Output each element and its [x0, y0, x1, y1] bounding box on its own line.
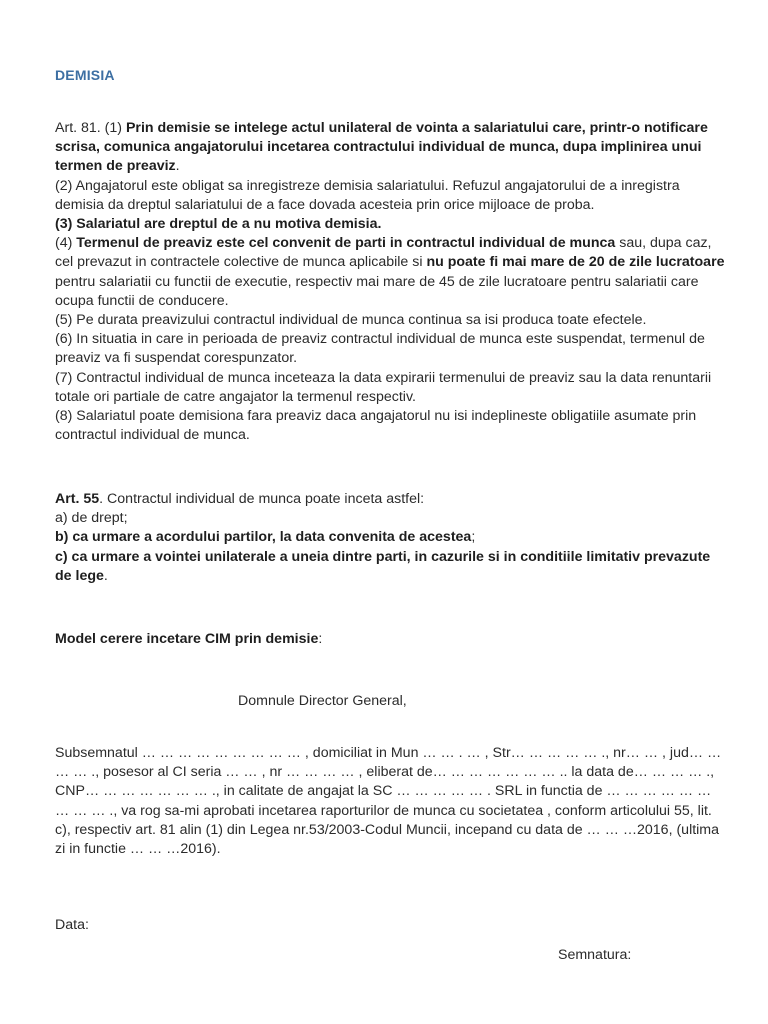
paragraph — [55, 215, 728, 234]
paragraph — [55, 330, 728, 368]
text-run: . — [103, 567, 108, 584]
paragraph — [55, 407, 728, 445]
text-run: (4) — [55, 235, 77, 252]
paragraph — [55, 630, 728, 649]
paragraph — [55, 369, 728, 407]
paragraph — [55, 234, 728, 311]
salutation: Domnule Director General, — [238, 693, 407, 709]
bold-text: c) ca urmare a vointei unilaterale a uneia dintre parti, in cazurile si in conditiile limitativ prevazute de lege — [55, 548, 711, 584]
text-run: . — [175, 158, 180, 175]
paragraph — [55, 490, 728, 509]
text-run: sau, dupa caz, cel prevazut in contractele colective de munca aplicabile si — [55, 235, 712, 271]
text-run: ; — [471, 529, 476, 546]
bold-text: nu poate fi mai mare de 20 de zile lucratoare — [426, 254, 725, 271]
text-run: pentru salariatii cu functii de executie, respectiv mai mare de 45 de zile lucratoare pentru salariatii care ocupa functii de conducere. — [55, 273, 699, 309]
bold-text: Art. 55 — [55, 491, 100, 507]
request-body: Subsemnatul … … … … … … … … … , domiciliat in Mun … … . … , Str… … … … … ., nr… … , jud… … … … ., posesor al CI seria … … , nr … … … … , eliberat de… … … … … … … .. la data de… … … … ., CNP… … … … … … … ., in calitate de angajat la SC … … … … … . SRL in functia de … … … … … … … … … ., va rog sa-mi aprobati incetarea raporturilor de munca cu societatea , conform articolului 55, lit. c), respectiv art. 81 alin (1) din Legea nr.53/2003-Codul Muncii, incepand cu data de … … …2016, (ultima zi in functie … … …2016). — [55, 745, 722, 858]
paragraph — [55, 119, 728, 177]
text-run: (2) Angajatorul este obligat sa inregistreze demisia salariatului. Refuzul angajatorului de a inregistra demisia da dreptul salariatului de a face dovada acesteia prin orice mijloace de proba. — [55, 177, 680, 213]
text-run: (7) Contractul individual de munca inceteaza la data expirarii termenului de preaviz sau la data renuntarii totale ori partiale de catre angajator la termenul respectiv. — [55, 369, 712, 405]
text-run: a) de drept; — [55, 510, 128, 527]
bold-text: b) ca urmare a acordului partilor, la data convenita de acestea — [55, 529, 472, 546]
date-label: Data: — [55, 917, 89, 933]
text-run: . Contractul individual de munca poate inceta astfel: — [99, 491, 425, 507]
paragraph — [55, 311, 728, 330]
signature-label: Semnatura: — [558, 947, 632, 963]
document-title: DEMISIA — [55, 67, 115, 83]
bold-text: Termenul de preaviz este cel convenit de parti in contractul individual de munca — [76, 235, 616, 252]
bold-text: Prin demisie se intelege actul unilateral de vointa a salariatului care, printr-o notificare scrisa, comunica angajatorului incetarea contractului individual de munca, dupa implinirea unui termen de preaviz — [55, 120, 708, 175]
paragraph — [55, 509, 728, 528]
text-run: (6) In situatia in care in perioada de preaviz contractul individual de munca este suspendat, termenul de preaviz va fi suspendat corespunzator. — [55, 331, 705, 367]
article-55-section — [55, 490, 728, 586]
text-run: : — [318, 631, 323, 647]
text-run: (5) Pe durata preavizului contractul individual de munca continua sa isi produca toate efectele. — [55, 312, 647, 329]
article-81-section — [55, 119, 728, 445]
bold-text: Model cerere incetare CIM prin demisie — [55, 631, 319, 647]
text-run: (8) Salariatul poate demisiona fara preaviz daca angajatorul nu isi indeplineste obligatiile asumate prin contractul individual de munca. — [55, 408, 697, 444]
paragraph — [55, 177, 728, 215]
text-run: Art. 81. (1) — [55, 120, 126, 136]
paragraph — [55, 528, 728, 547]
model-heading — [55, 630, 728, 649]
paragraph — [55, 548, 728, 586]
bold-text: (3) Salariatul are dreptul de a nu motiva demisia. — [55, 216, 382, 233]
